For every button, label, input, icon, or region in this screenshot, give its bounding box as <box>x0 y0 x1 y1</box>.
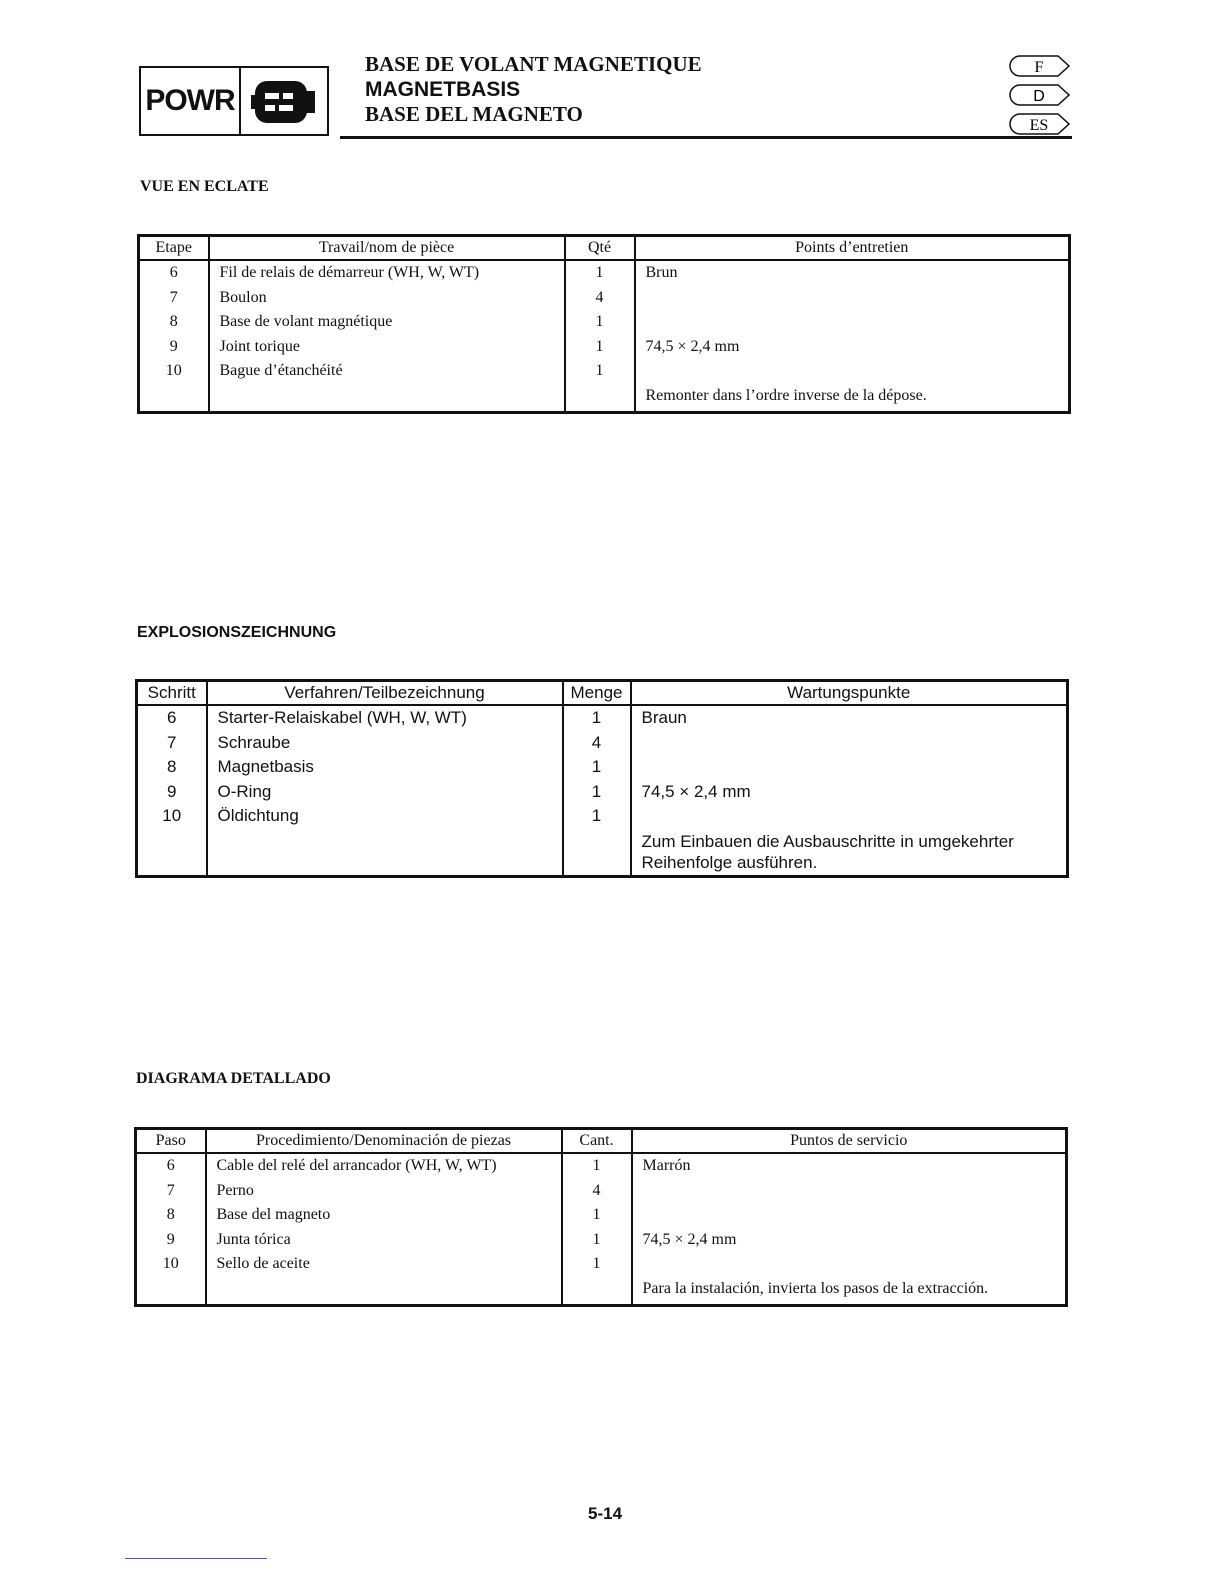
language-marker-es <box>1008 113 1070 135</box>
title-fr: BASE DE VOLANT MAGNETIQUE <box>365 52 702 76</box>
table-row: 6 Starter-Relaiskabel (WH, W, WT) 1 Braun <box>137 705 1068 731</box>
footer-note: Remonter dans l’ordre inverse de la dépose. <box>635 384 1070 412</box>
table-row: 7 Schraube 4 <box>137 731 1068 756</box>
svg-text:ES: ES <box>1029 117 1049 134</box>
table-header <box>137 681 1068 706</box>
footer-rule <box>125 1558 267 1559</box>
table-row: 8 Base de volant magnétique 1 <box>139 310 1070 335</box>
header-qty: Qté <box>565 236 635 261</box>
engine-electrical-icon <box>241 68 327 134</box>
header-points: Puntos de servicio <box>632 1129 1067 1154</box>
table-header <box>136 1129 1067 1154</box>
footer-note: Zum Einbauen die Ausbauschritte in umgekehrter Reihenfolge ausführen. <box>631 829 1068 877</box>
section-title-es: DIAGRAMA DETALLADO <box>136 1070 331 1087</box>
title-rule <box>340 136 1072 139</box>
section-title-de: EXPLOSIONSZEICHNUNG <box>137 624 337 641</box>
table-row: 8 Magnetbasis 1 <box>137 755 1068 780</box>
table-row: 6 Cable del relé del arrancador (WH, W, WT) 1 Marrón <box>136 1153 1067 1179</box>
table-footer-row <box>137 829 1068 877</box>
page-titles <box>365 52 702 127</box>
table-row: 10 Bague d’étanchéité 1 <box>139 359 1070 384</box>
title-de: MAGNETBASIS <box>365 78 521 101</box>
table-row: 7 Perno 4 <box>136 1179 1067 1204</box>
header-qty: Cant. <box>562 1129 632 1154</box>
title-es: BASE DEL MAGNETO <box>365 102 583 126</box>
svg-text:D: D <box>1033 88 1045 105</box>
svg-text:F: F <box>1034 59 1044 76</box>
badge-label: POWR <box>141 68 241 134</box>
footer-note: Para la instalación, invierta los pasos de la extracción. <box>632 1277 1067 1305</box>
parts-table-fr <box>137 234 1071 414</box>
table-footer-row <box>136 1277 1067 1305</box>
header-step: Etape <box>139 236 209 261</box>
table-row: 6 Fil de relais de démarreur (WH, W, WT) 1 Brun <box>139 260 1070 286</box>
section-title-fr: VUE EN ECLATE <box>140 178 269 195</box>
table-row: 8 Base del magneto 1 <box>136 1203 1067 1228</box>
language-marker-de <box>1008 84 1070 106</box>
language-markers <box>1008 55 1072 142</box>
header-step: Schritt <box>137 681 207 706</box>
table-footer-row <box>139 384 1070 412</box>
table-row: 10 Öldichtung 1 <box>137 804 1068 829</box>
table-row: 10 Sello de aceite 1 <box>136 1252 1067 1277</box>
table-row: 9 O-Ring 1 74,5 × 2,4 mm <box>137 780 1068 805</box>
table-row: 7 Boulon 4 <box>139 286 1070 311</box>
header-name: Travail/nom de pièce <box>209 236 565 261</box>
parts-table-es <box>134 1127 1068 1307</box>
parts-table-de <box>135 679 1069 878</box>
page-number: 5-14 <box>588 1504 623 1523</box>
section-badge <box>139 66 329 136</box>
table-row: 9 Junta tórica 1 74,5 × 2,4 mm <box>136 1228 1067 1253</box>
header-qty: Menge <box>563 681 631 706</box>
header-name: Verfahren/Teilbezeichnung <box>207 681 563 706</box>
table-row: 9 Joint torique 1 74,5 × 2,4 mm <box>139 335 1070 360</box>
header-name: Procedimiento/Denominación de piezas <box>206 1129 562 1154</box>
header-points: Wartungspunkte <box>631 681 1068 706</box>
header-points: Points d’entretien <box>635 236 1070 261</box>
header-step: Paso <box>136 1129 206 1154</box>
table-header <box>139 236 1070 261</box>
language-marker-fr <box>1008 55 1070 77</box>
